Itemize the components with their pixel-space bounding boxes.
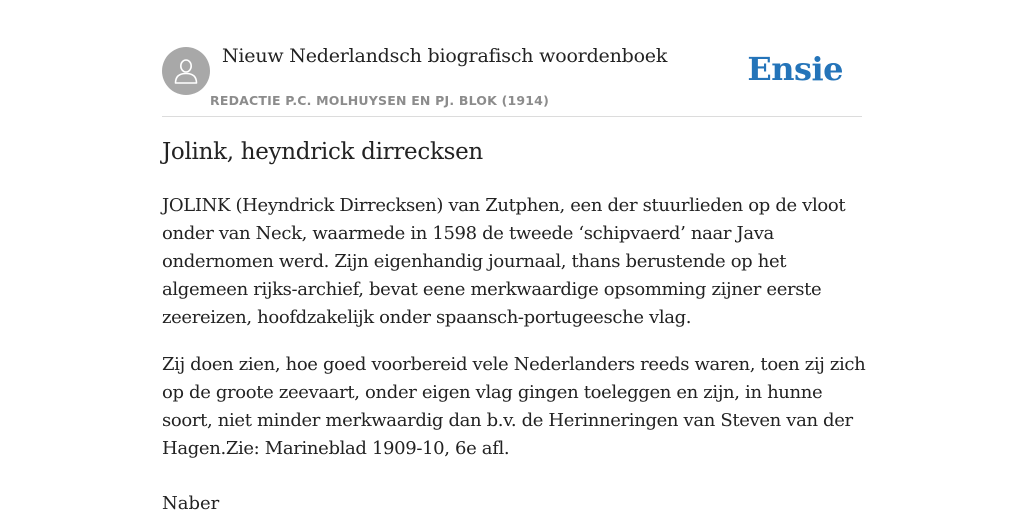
entry-paragraph: JOLINK (Heyndrick Dirrecksen) van Zutphen, een der stuurlieden op de vloot onder van Neck, waarmede in 1598 de tweede ‘schipvaerd’ naar Java ondernomen werd. Zijn eigenhandig journaal, thans berustende op het algemeen rijks-archief, bevat eene merkwaardige opsomming zijner eerste zeereizen, hoofdzakelijk onder spaansch-portugeesche vlag.	[162, 195, 846, 328]
source-editors: REDACTIE P.C. MOLHUYSEN EN PJ. BLOK (1914)	[210, 93, 549, 108]
entry-body	[162, 192, 868, 482]
ensie-logo[interactable]: Ensie	[747, 50, 843, 88]
entry-title: Jolink, heyndrick dirrecksen	[162, 139, 483, 165]
source-title[interactable]: Nieuw Nederlandsch biografisch woordenboek	[222, 45, 668, 67]
avatar[interactable]	[162, 47, 210, 95]
source-header	[162, 40, 862, 117]
entry-author: Naber	[162, 493, 220, 514]
entry-paragraph: Zij doen zien, hoe goed voorbereid vele Nederlanders reeds waren, toen zij zich op de groote zeevaart, onder eigen vlag gingen toeleggen en zijn, in hunne soort, niet minder merkwaardig dan b.v. de Herinneringen van Steven van der Hagen.Zie: Marineblad 1909-10, 6e afl.	[162, 354, 866, 459]
